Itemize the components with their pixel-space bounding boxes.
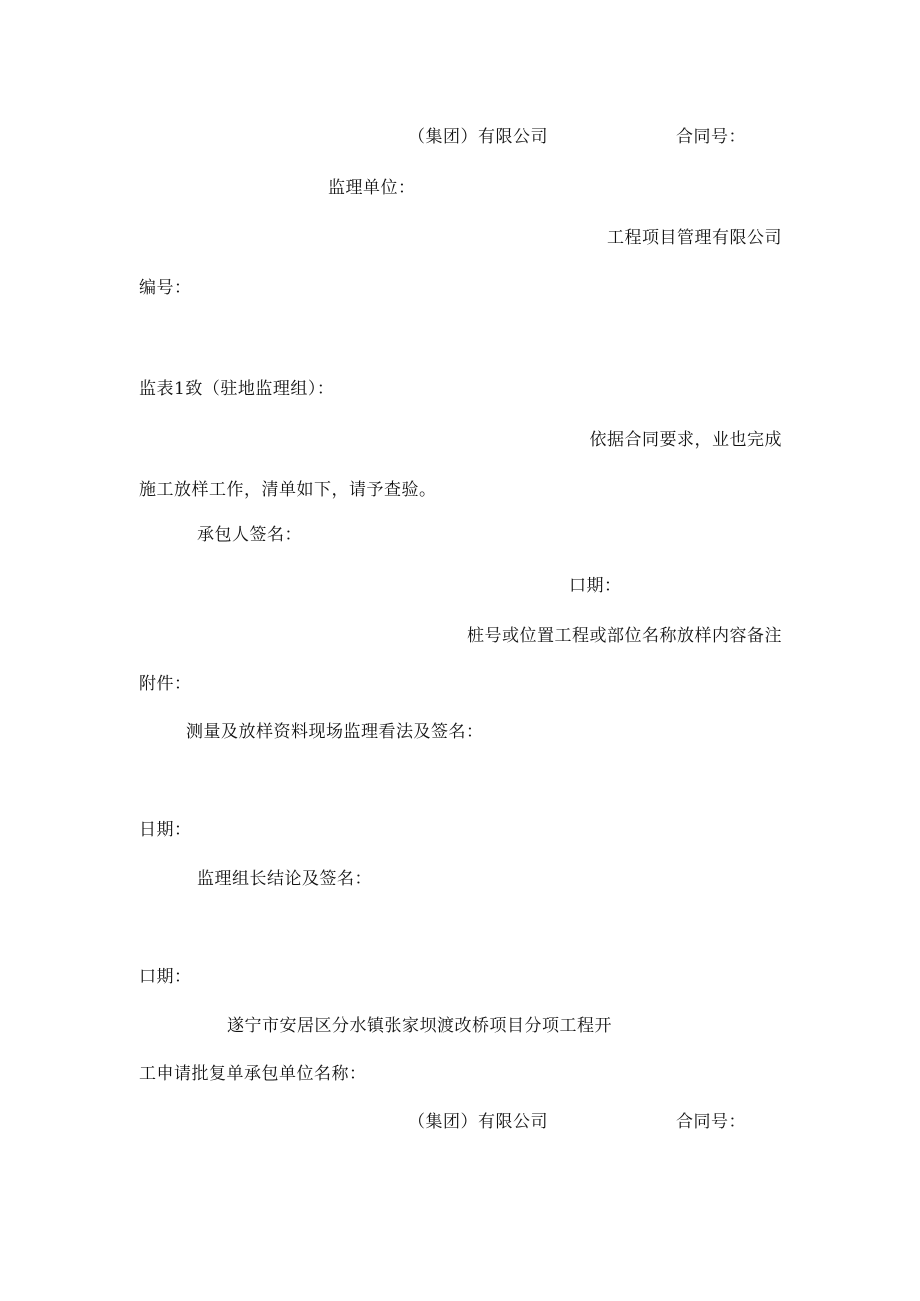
company-suffix: （集团）有限公司	[408, 127, 548, 147]
table-header: 桩号或位置工程或部位名称放样内容备注	[467, 626, 782, 646]
body-text-line-2: 施工放样工作，清单如下，请予查验。	[139, 480, 437, 500]
next-form-company-suffix: （集团）有限公司	[408, 1112, 548, 1132]
next-form-contract-label: 合同号：	[676, 1112, 746, 1132]
date-label-2: 日期：	[139, 820, 192, 840]
body-text-line-1: 依据合同要求，业也完成	[589, 430, 782, 450]
date-label-1: 口期：	[569, 576, 622, 596]
document-number-label: 编号：	[139, 278, 192, 298]
next-form-title-line-1: 遂宁市安居区分水镇张家坝渡改桥项目分项工程开	[227, 1016, 612, 1036]
supervisor-company: 工程项目管理有限公司	[607, 228, 782, 248]
contractor-signature-label: 承包人签名：	[197, 525, 302, 545]
supervisor-unit-label: 监理单位：	[328, 178, 416, 198]
site-supervisor-opinion-label: 测量及放样资料现场监理看法及签名：	[186, 722, 484, 742]
date-label-3: 口期：	[139, 967, 192, 987]
contract-number-label: 合同号：	[676, 127, 746, 147]
form-title: 监表1致（驻地监理组）：	[139, 379, 335, 399]
group-leader-conclusion-label: 监理组长结论及签名：	[197, 869, 372, 889]
attachment-label: 附件：	[139, 674, 192, 694]
next-form-title-line-2: 工申请批复单承包单位名称：	[139, 1064, 367, 1084]
